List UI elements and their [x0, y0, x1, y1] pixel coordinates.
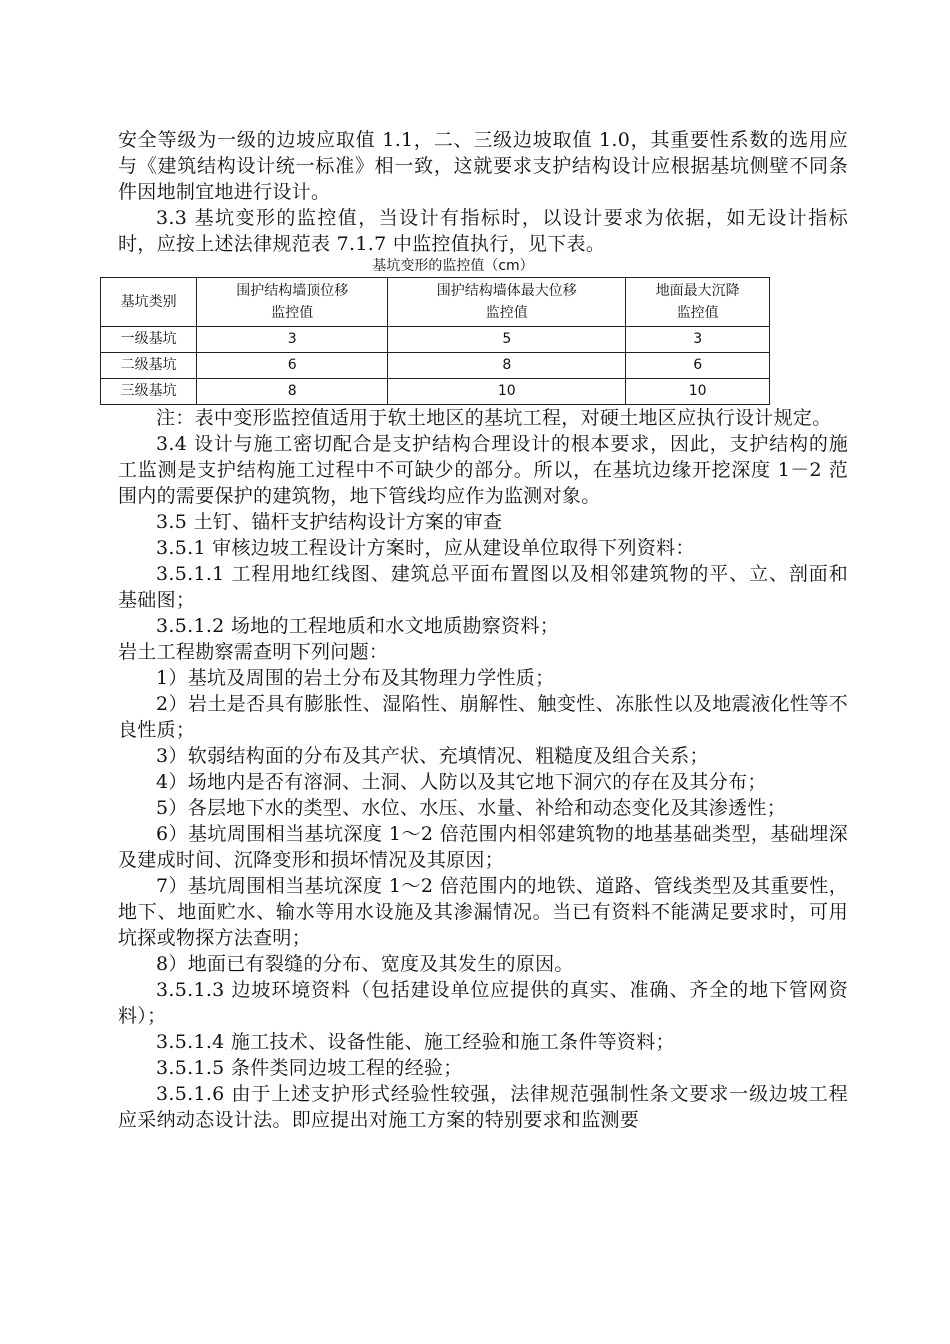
table-cell: 10 [626, 379, 770, 405]
paragraph: 3.5.1.2 场地的工程地质和水文地质勘察资料； [156, 615, 560, 637]
table-cell: 一级基坑 [101, 327, 197, 353]
paragraph: 3.5.1 审核边坡工程设计方案时，应从建设单位取得下列资料： [156, 537, 695, 559]
header-wall-top-displacement: 围护结构墙顶位移 监控值 [197, 278, 388, 327]
paragraph: 3.3 基坑变形的监控值，当设计有指标时，以设计要求为依据，如无设计指标时，应按上述法律规范表 7.1.7 中监控值执行，见下表。 [118, 207, 848, 255]
table-cell: 二级基坑 [101, 353, 197, 379]
paragraph-group-bottom [118, 405, 848, 1133]
paragraph: 注：表中变形监控值适用于软土地区的基坑工程，对硬土地区应执行设计规定。 [156, 407, 832, 429]
paragraph: 5）各层地下水的类型、水位、水压、水量、补给和动态变化及其渗透性； [156, 797, 786, 819]
paragraph: 6）基坑周围相当基坑深度 1～2 倍范围内相邻建筑物的地基基础类型，基础埋深及建成时间、沉降变形和损坏情况及其原因； [118, 823, 848, 871]
table-cell: 三级基坑 [101, 379, 197, 405]
paragraph: 3）软弱结构面的分布及其产状、充填情况、粗糙度及组合关系； [156, 745, 709, 767]
paragraph: 3.5.1.3 边坡环境资料（包括建设单位应提供的真实、准确、齐全的地下管网资料）； [118, 979, 848, 1027]
table-cell: 6 [626, 353, 770, 379]
header-category: 基坑类别 [101, 278, 197, 327]
monitoring-table [100, 277, 770, 405]
paragraph: 8）地面已有裂缝的分布、宽度及其发生的原因。 [156, 953, 574, 975]
table-cell: 5 [388, 327, 626, 353]
paragraph: 3.5.1.4 施工技术、设备性能、施工经验和施工条件等资料； [156, 1031, 675, 1053]
table-cell: 10 [388, 379, 626, 405]
paragraph: 2）岩土是否具有膨胀性、湿陷性、崩解性、触变性、冻胀性以及地震液化性等不良性质； [118, 693, 848, 741]
paragraph: 3.4 设计与施工密切配合是支护结构合理设计的根本要求，因此，支护结构的施工监测是支护结构施工过程中不可缺少的部分。所以，在基坑边缘开挖深度 1－2 范围内的需要保护的建筑物，地下管线均应作为监测对象。 [118, 433, 848, 507]
paragraph: 3.5.1.6 由于上述支护形式经验性较强，法律规范强制性条文要求一级边坡工程应采纳动态设计法。即应提出对施工方案的特别要求和监测要 [118, 1083, 848, 1131]
paragraph: 安全等级为一级的边坡应取值 1.1，二、三级边坡取值 1.0，其重要性系数的选用应与《建筑结构设计统一标准》相一致，这就要求支护结构设计应根据基坑侧壁不同条件因地制宜地进行设计。 [118, 129, 848, 203]
header-ground-max-settlement: 地面最大沉降 监控值 [626, 278, 770, 327]
paragraph: 4）场地内是否有溶洞、土洞、人防以及其它地下洞穴的存在及其分布； [156, 771, 767, 793]
table-row [101, 379, 770, 405]
paragraph: 3.5.1.1 工程用地红线图、建筑总平面布置图以及相邻建筑物的平、立、剖面和基础图； [118, 563, 848, 611]
table-row [101, 327, 770, 353]
paragraph-group-top [118, 127, 848, 257]
table-caption: 基坑变形的监控值（cm） [372, 258, 534, 274]
table-cell: 8 [197, 379, 388, 405]
table-cell: 6 [197, 353, 388, 379]
table-cell: 8 [388, 353, 626, 379]
paragraph: 1）基坑及周围的岩土分布及其物理力学性质； [156, 667, 555, 689]
paragraph: 岩土工程勘察需查明下列问题： [118, 641, 389, 663]
table-row [101, 353, 770, 379]
table-header-row [101, 278, 770, 327]
paragraph: 3.5 土钉、锚杆支护结构设计方案的审查 [156, 511, 503, 533]
paragraph: 3.5.1.5 条件类同边坡工程的经验； [156, 1057, 463, 1079]
table-cell: 3 [626, 327, 770, 353]
table-cell: 3 [197, 327, 388, 353]
document-body [118, 127, 848, 1133]
paragraph: 7）基坑周围相当基坑深度 1～2 倍范围内的地铁、道路、管线类型及其重要性，地下、地面贮水、输水等用水设施及其渗漏情况。当已有资料不能满足要求时，可用坑探或物探方法查明； [118, 875, 848, 949]
header-wall-max-displacement: 围护结构墙体最大位移 监控值 [388, 278, 626, 327]
